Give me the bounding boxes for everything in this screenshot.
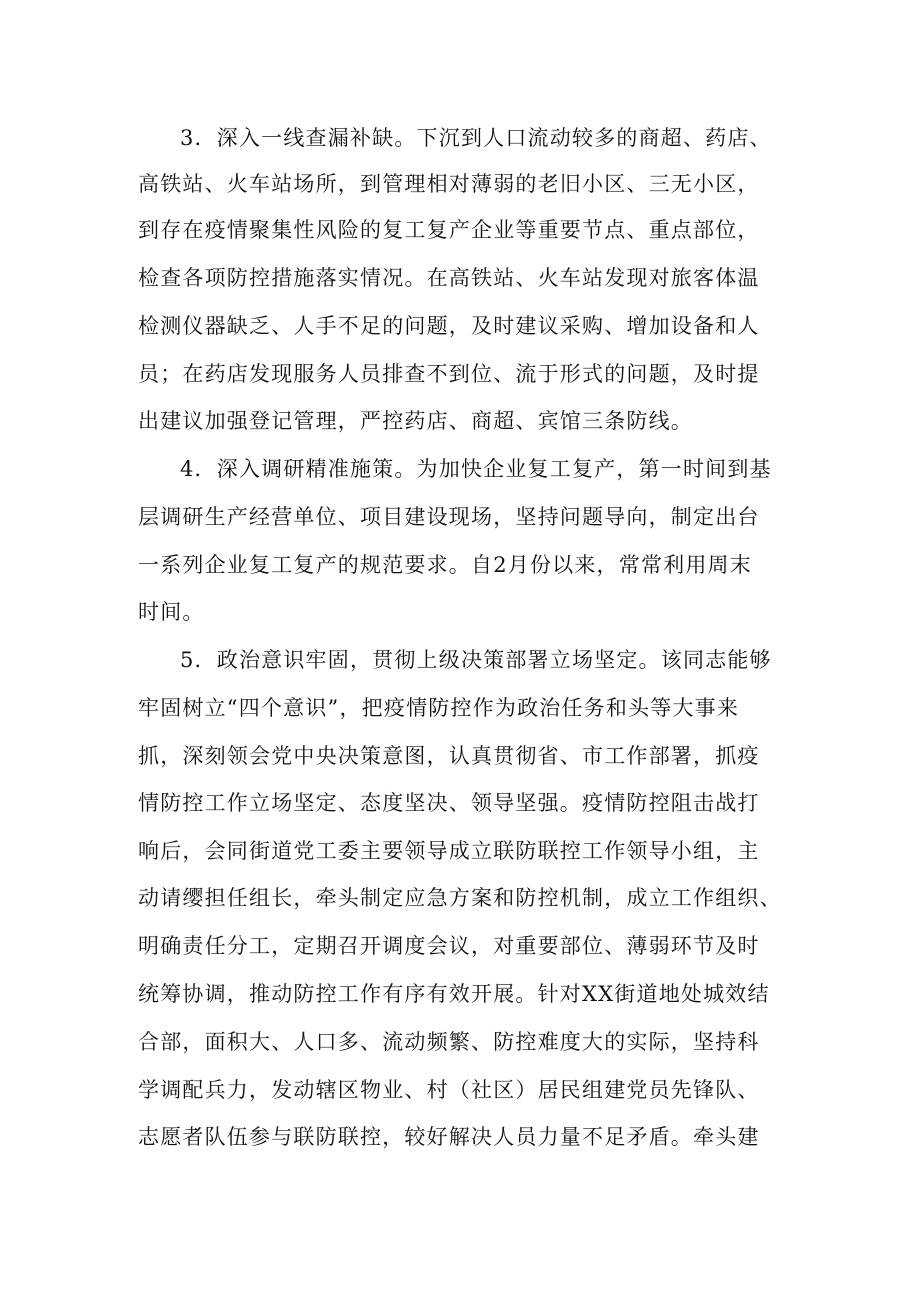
text-line: 5．政治意识牢固，贯彻上级决策部署立场坚定。该同志能够 — [180, 648, 772, 672]
text-line: 抓，深刻领会党中央决策意图，认真贯彻省、市工作部署，抓疫 — [138, 744, 760, 768]
text-line: 明确责任分工，定期召开调度会议，对重要部位、薄弱环节及时 — [138, 934, 760, 958]
text-line: 响后，会同街道党工委主要领导成立联防联控工作领导小组，主 — [138, 839, 760, 863]
text-line: 时间。 — [138, 600, 205, 624]
text-line: 合部，面积大、人口多、流动频繁、防控难度大的实际，坚持科 — [138, 1030, 760, 1054]
text-line: 员；在药店发现服务人员排查不到位、流于形式的问题，及时提 — [138, 362, 760, 386]
text-line: 到存在疫情聚集性风险的复工复产企业等重要节点、重点部位， — [138, 218, 760, 242]
text-line: 动请缨担任组长，牵头制定应急方案和防控机制，成立工作组织、 — [138, 886, 782, 910]
text-line: 高铁站、火车站场所，到管理相对薄弱的老旧小区、三无小区， — [138, 172, 760, 196]
text-line: 出建议加强登记管理，严控药店、商超、宾馆三条防线。 — [138, 409, 693, 433]
text-line: 学调配兵力，发动辖区物业、村（社区）居民组建党员先锋队、 — [138, 1078, 760, 1102]
text-line: 层调研生产经营单位、项目建设现场，坚持问题导向，制定出台 — [138, 505, 760, 529]
text-line: 检测仪器缺乏、人手不足的问题，及时建议采购、增加设备和人 — [138, 314, 760, 338]
text-line: 志愿者队伍参与联防联控，较好解决人员力量不足矛盾。牵头建 — [138, 1125, 760, 1149]
text-line: 统筹协调，推动防控工作有序有效开展。针对XX街道地处城效结 — [138, 982, 770, 1006]
text-line: 4．深入调研精准施策。为加快企业复工复产，第一时间到基 — [180, 457, 772, 481]
text-line: 检查各项防控措施落实情况。在高铁站、火车站发现对旅客体温 — [138, 266, 760, 290]
text-line: 一系列企业复工复产的规范要求。自2月份以来，常常利用周末 — [138, 553, 752, 577]
text-line: 情防控工作立场坚定、态度坚决、领导坚强。疫情防控阻击战打 — [138, 791, 760, 815]
text-line: 3．深入一线查漏补缺。下沉到人口流动较多的商超、药店、 — [180, 126, 772, 150]
text-line: 牢固树立“四个意识”，把疫情防控作为政治任务和头等大事来 — [138, 696, 740, 720]
